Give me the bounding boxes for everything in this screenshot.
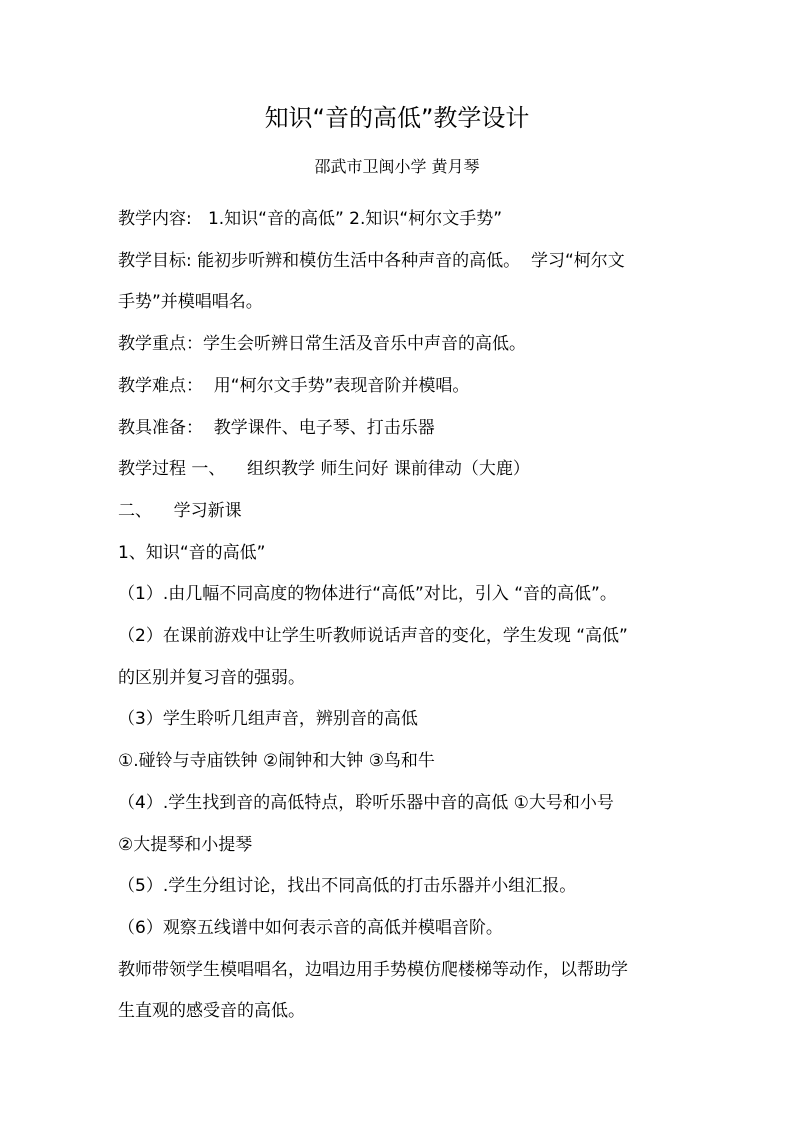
step-6: （6）观察五线谱中如何表示音的高低并模唱音阶。 xyxy=(118,917,503,938)
section-new-lesson: 二、 学习新课 xyxy=(118,500,242,521)
step-1: （1）.由几幅不同高度的物体进行“高低”对比，引入 “音的高低”。 xyxy=(118,584,617,605)
subsection-pitch-knowledge: 1、知识“音的高低” xyxy=(118,542,266,563)
closing-paragraph-cont: 生直观的感受音的高低。 xyxy=(118,1001,305,1022)
step-3: （3）学生聆听几组声音，辨别音的高低 xyxy=(118,709,418,730)
teaching-content-line: 教学内容: 1.知识“音的高低” 2.知识“柯尔文手势” xyxy=(118,209,503,229)
teaching-process-line: 教学过程 一、 组织教学 师生问好 课前律动（大鹿） xyxy=(118,459,530,480)
teaching-materials-line: 教具准备： 教学课件、电子琴、打击乐器 xyxy=(118,417,435,438)
step-2-cont: 的区别并复习音的强弱。 xyxy=(118,667,305,688)
teaching-focus-line: 教学重点：学生会听辨日常生活及音乐中声音的高低。 xyxy=(118,334,526,355)
closing-paragraph: 教师带领学生模唱唱名，边唱边用手势模仿爬楼梯等动作，以帮助学 xyxy=(118,959,628,980)
step-5: （5）.学生分组讨论，找出不同高低的打击乐器并小组汇报。 xyxy=(118,876,577,897)
document-body xyxy=(118,199,678,1033)
teaching-goal-line-cont: 手势”并模唱唱名。 xyxy=(118,292,263,313)
teaching-goal-line: 教学目标: 能初步听辨和模仿生活中各种声音的高低。 学习“柯尔文 xyxy=(118,250,625,271)
step-3-examples: ①.碰铃与寺庙铁钟 ②闹钟和大钟 ③鸟和牛 xyxy=(118,751,435,772)
teaching-difficulty-line: 教学难点： 用“柯尔文手势”表现音阶并模唱。 xyxy=(118,375,470,396)
document-title: 知识“音的高低”教学设计 xyxy=(264,104,530,132)
step-4: （4）.学生找到音的高低特点，聆听乐器中音的高低 ①大号和小号 xyxy=(118,792,614,813)
document-author: 邵武市卫闽小学 黄月琴 xyxy=(314,157,480,176)
step-4-cont: ②大提琴和小提琴 xyxy=(118,834,253,855)
step-2: （2）在课前游戏中让学生听教师说话声音的变化，学生发现 “高低” xyxy=(118,626,628,647)
